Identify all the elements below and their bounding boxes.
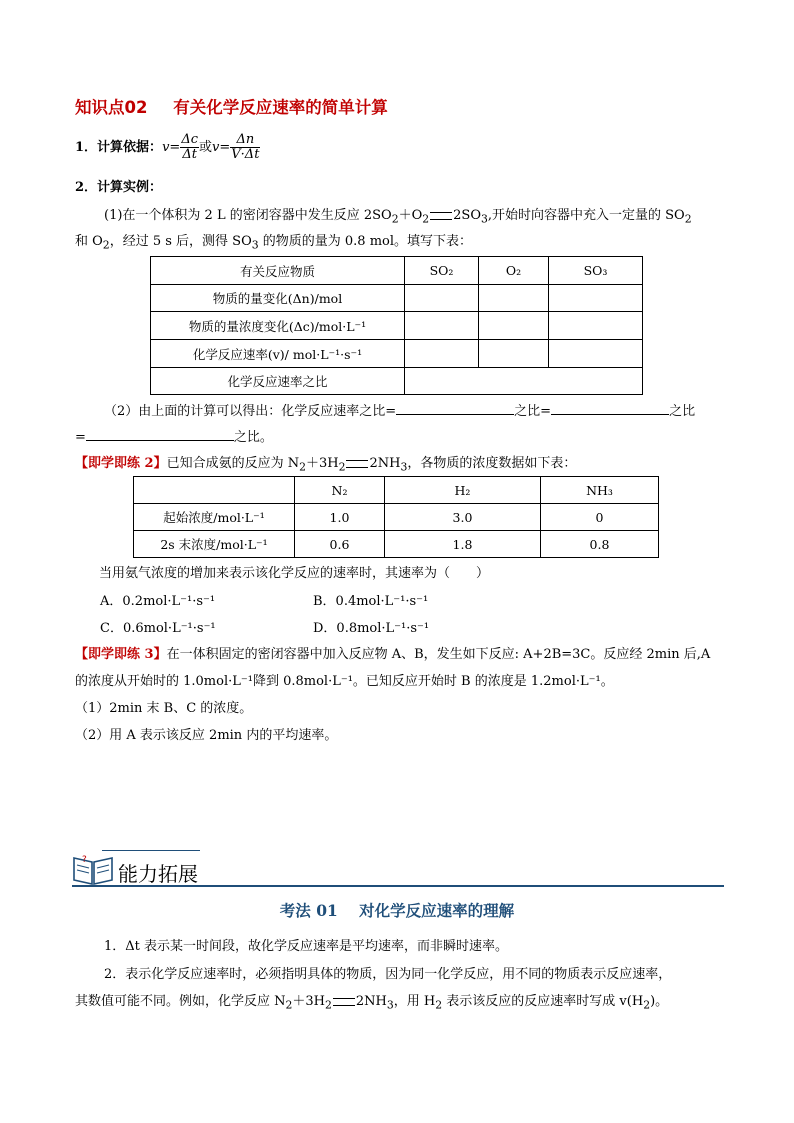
practice-tag: 【即学即练 3】 (75, 647, 167, 662)
concentration-table (133, 476, 659, 558)
section-heading (75, 94, 388, 118)
table-cell-blank[interactable] (549, 285, 643, 312)
answer-blank[interactable] (86, 440, 234, 441)
table-cell-blank[interactable] (549, 312, 643, 340)
banner-top-line (102, 850, 200, 851)
table-cell: 1.0 (295, 504, 385, 531)
table-header-cell: 有关反应物质 (151, 257, 405, 285)
table-header-cell: O₂ (479, 257, 549, 285)
option-a[interactable]: A．0.2mol·L⁻¹·s⁻¹ (100, 594, 216, 609)
table-cell: 起始浓度/mol·L⁻¹ (134, 504, 295, 531)
table-cell-blank[interactable] (479, 312, 549, 340)
table-row-label: 化学反应速率之比 (151, 368, 405, 395)
example-p1: (1)在一个体积为 2 L 的密闭容器中发生反应 $2SO_2+O_2$ $2SO_3$,开始时向容器中充入一定量的 $SO_2$ (104, 208, 692, 226)
answer-blank[interactable] (396, 414, 514, 415)
practice2-intro: 【即学即练 2】已知合成氨的反应为 $N_2+3H_2$ $2NH_3$，各物质的浓度数据如下表： (75, 456, 577, 474)
table-row-label: 化学反应速率(v)/ mol·L⁻¹·s⁻¹ (151, 340, 405, 368)
table-cell-blank[interactable] (405, 368, 643, 395)
fraction-dc-dt: $\frac{\Delta c}{\Delta t}$ (181, 132, 198, 162)
practice3-line1: 【即学即练 3】在一体积固定的密闭容器中加入反应物 A、B，发生如下反应: A+2B=3C。反应经 2min 后,A (75, 647, 711, 662)
practice-tag: 【即学即练 2】 (75, 456, 167, 471)
option-b[interactable]: B．0.4mol·L⁻¹·s⁻¹ (313, 594, 429, 609)
table-cell-blank[interactable] (549, 340, 643, 368)
section-label: 知识点02 (75, 98, 148, 117)
example-heading: 2．计算实例： (75, 180, 163, 195)
table-row-label: 物质的量变化(Δn)/mol (151, 285, 405, 312)
answer-blank[interactable] (551, 414, 669, 415)
practice2-question: 当用氨气浓度的增加来表示该化学反应的速率时，其速率为（ ） (99, 566, 490, 581)
example-q2: （2）由上面的计算可以得出：化学反应速率之比= 之比= 之比 (104, 404, 696, 419)
banner-bottom-line (72, 885, 724, 887)
table-header-cell (134, 477, 295, 504)
method-p1: 1．Δt 表示某一时间段，故化学反应速率是平均速率，而非瞬时速率。 (104, 939, 509, 954)
table-cell: 0 (541, 504, 659, 531)
ability-banner (72, 848, 724, 890)
equilibrium-arrow (430, 212, 452, 220)
ability-title: 能力拓展 (118, 862, 198, 886)
method-title: 对化学反应速率的理解 (359, 901, 515, 920)
section-title: 有关化学反应速率的简单计算 (173, 98, 388, 117)
rate-table (150, 256, 643, 395)
table-cell-blank[interactable] (405, 340, 479, 368)
table-cell: 0.8 (541, 531, 659, 558)
practice3-q1: （1）2min 末 B、C 的浓度。 (75, 701, 253, 716)
table-header-cell: SO₃ (549, 257, 643, 285)
practice3-q2: （2）用 A 表示该反应 2min 内的平均速率。 (75, 728, 338, 743)
svg-text:?: ? (82, 855, 87, 865)
method-p3: 其数值可能不同。例如，化学反应 $N_2+3H_2$ $2NH_3$，用 $H_2$ 表示该反应的反应速率时写成 $v(H_2)$。 (75, 994, 669, 1012)
table-cell-blank[interactable] (405, 312, 479, 340)
table-row-label: 物质的量浓度变化(Δc)/mol·L⁻¹ (151, 312, 405, 340)
table-header-cell: SO₂ (405, 257, 479, 285)
example-p2: 和 $O_2$，经过 5 s 后，测得 $SO_3$ 的物质的量为 0.8 mol。填写下表： (75, 234, 473, 252)
practice3-line2: 的浓度从开始时的 1.0mol·L⁻¹降到 0.8mol·L⁻¹。已知反应开始时 B 的浓度是 1.2mol·L⁻¹。 (75, 674, 614, 689)
table-header-cell: NH₃ (541, 477, 659, 504)
table-cell: 0.6 (295, 531, 385, 558)
table-header-cell: H₂ (385, 477, 541, 504)
method-heading (0, 899, 794, 921)
calc-basis: 1．计算依据：v= $\frac{\Delta c}{\Delta t}$ 或v= $\frac{\Delta n}{V\cdot\Delta t}$ (75, 132, 260, 162)
example-q2-cont: = 之比。 (75, 430, 273, 445)
table-cell: 2s 末浓度/mol·L⁻¹ (134, 531, 295, 558)
table-cell-blank[interactable] (405, 285, 479, 312)
table-cell-blank[interactable] (479, 340, 549, 368)
option-c[interactable]: C．0.6mol·L⁻¹·s⁻¹ (100, 621, 216, 636)
fraction-dn-vdt: $\frac{\Delta n}{V\cdot\Delta t}$ (231, 132, 260, 162)
table-cell-blank[interactable] (479, 285, 549, 312)
table-cell: 1.8 (385, 531, 541, 558)
table-cell: 3.0 (385, 504, 541, 531)
option-d[interactable]: D．0.8mol·L⁻¹·s⁻¹ (313, 621, 430, 636)
table-header-cell: N₂ (295, 477, 385, 504)
equilibrium-arrow (333, 998, 355, 1006)
equilibrium-arrow (346, 460, 368, 468)
method-p2: 2．表示化学反应速率时，必须指明具体的物质，因为同一化学反应，用不同的物质表示反应速率， (104, 967, 672, 982)
method-label: 考法 01 (279, 901, 338, 920)
